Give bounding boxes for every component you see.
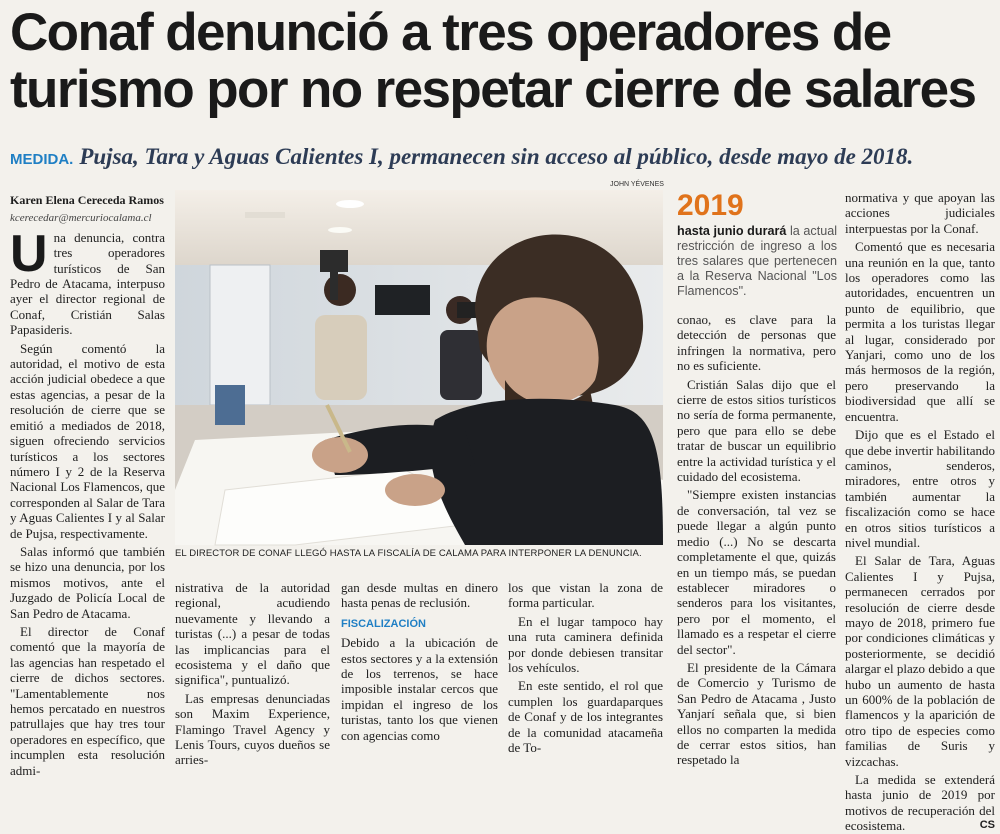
article-column-1 [10, 193, 165, 778]
deck-text: Pujsa, Tara y Aguas Calientes I, permanecen sin acceso al público, desde mayo de 2018. [79, 144, 914, 169]
article-paragraph: Las empresas denunciadas son Maxim Experience, Flamingo Travel Agency y Lenis Tours, cuyos dueños se arries- [175, 690, 330, 768]
article-paragraph: El director de Conaf comentó que la mayoría de las agencias han respetado el cierre de dichos sectores. "Lamentablemente nos hemos percatado en nuestros patrullajes que hay tres tour operadores en específico, que incumplen esta resolución admi- [10, 623, 165, 778]
article-paragraph: "Siempre existen instancias de conversación, tal vez se puede llegar a algún punto medio (...) No se descarta completamente el que, quizás en un tiempo más, se puedan establecer miradores o senderos para los visitantes, pero por el momento, el llamado es a respetar el cierre del sector". [677, 487, 836, 657]
article-paragraph: En el lugar tampoco hay una ruta caminera definida por donde debiesen transitar los vehículos. [508, 613, 663, 676]
article-photo [175, 190, 663, 545]
deck [10, 143, 995, 174]
article-paragraph: Cristián Salas dijo que el cierre de estos sitios turísticos no sería de forma permanente, pero que para ello se debe tratar de buscar un equilibrio entre la actividad turística y el cuidado del ecosistema. [677, 376, 836, 485]
fact-lead: hasta junio durará [677, 224, 787, 238]
drop-cap: U [10, 224, 48, 283]
photo-illustration [175, 190, 663, 545]
article-paragraph: nistrativa de la autoridad regional, acudiendo nuevamente y llevando a turistas (...) a pesar de todas las implicancias para el ecosistema y el daño que significa", puntualizó. [175, 580, 330, 688]
fact-box [677, 190, 837, 299]
article-paragraph: los que vistan la zona de forma particular. [508, 580, 663, 611]
article-paragraph: El presidente de la Cámara de Comercio y Turismo de San Pedro de Atacama , Justo Yanjarí señala que, si bien ellos no comparten la medida de cerrar estos sitios, han respetado la [677, 659, 836, 768]
article-paragraph: El Salar de Tara, Aguas Calientes I y Pujsa, permanecen cerrados por resolución de cierre desde mayo de 2018, primero fue por condiciones climáticas y posteriormente, se decidió alargar el plazo debido a que hubo un aumento de hasta un 600% de la población de flamencos y la aparición de otro tipo de especies como familias de Suris y vizcachas. [845, 553, 995, 769]
article-column-2 [175, 580, 330, 768]
article-paragraph: conao, es clave para la detección de personas que infringen la normativa, pero no es suficiente. [677, 312, 836, 374]
article-paragraph: Dijo que es el Estado el que debe invertir habilitando caminos, senderos, miradores, entre otros y también aumentar la fiscalización como se hace en otros sitios turísticos a nivel mundial. [845, 427, 995, 550]
article-column-3 [341, 580, 498, 743]
byline-email: kcerecedar@mercuriocalama.cl [10, 212, 152, 225]
article-paragraph: Debido a la ubicación de estos sectores y a la extensión de los terrenos, se hace imposible instalar cercos que impidan el ingreso de los turistas, tanto los que vienen con agencias como [341, 635, 498, 743]
byline-author: Karen Elena Cereceda Ramos [10, 193, 164, 207]
fact-number: 2019 [677, 189, 744, 222]
section-subhead: FISCALIZACIÓN [341, 617, 426, 630]
article-paragraph: Salas informó que también se hizo una denuncia, por los mismos motivos, ante el Juzgado de Policía Local de San Pedro de Atacama. [10, 543, 165, 621]
end-mark: CS [979, 819, 995, 832]
article-paragraph: La medida se extenderá hasta junio de 2019 por motivos de recuperación del ecosistema. CS [845, 772, 995, 834]
article-column-6 [845, 190, 995, 834]
article-paragraph: gan desde multas en dinero hasta penas de reclusión. [341, 580, 498, 611]
photo-caption: EL DIRECTOR DE CONAF LLEGÓ HASTA LA FISCALÍA DE CALAMA PARA INTERPONER LA DENUNCIA. [175, 548, 642, 559]
headline: Conaf denunció a tres operadores de turismo por no respetar cierre de salares [10, 3, 976, 119]
article-column-4 [508, 580, 663, 756]
article-paragraph: normativa y que apoyan las acciones judiciales interpuestas por la Conaf. [845, 190, 995, 236]
deck-kicker: MEDIDA. [10, 151, 74, 168]
fact-text: hasta junio durará la actual restricción de ingreso a los tres salares que pertenecen a la Reserva Nacional "Los Flamencos". [677, 224, 838, 298]
article-paragraph: En este sentido, el rol que cumplen los guardaparques de Conaf y de los integrantes de la comunidad atacameña de To- [508, 678, 663, 756]
article-paragraph: Según comentó la autoridad, el motivo de esta acción judicial obedece a que estas agencias, a pesar de la resolución de cierre que se emitió a mediados de 2018, siguen ofreciendo servicios turísticos a los sectores número I y 2 de la Reserva Nacional Los Flamencos, que corresponden al Salar de Tara y Aguas Calientes I y al Salar de Pujsa, respectivamente. [10, 340, 165, 541]
photo-credit: JOHN YÉVENES [610, 181, 664, 188]
article-column-5 [677, 312, 836, 768]
article-paragraph: Comentó que es necesaria una reunión en la que, tanto los operadores como las autoridades, encuentren un punto de equilibrio, que permita a los turistas llegar al lugar, considerado por Yanjari, como uno de los más hermosos de la región, pero preservando la biodiversidad que allí se encuentra. [845, 239, 995, 424]
article-lead-paragraph: Una denuncia, contra tres operadores turísticos de San Pedro de Atacama, interpuso ayer el director regional de Conaf, Cristián Salas Papasideris. [10, 224, 165, 338]
